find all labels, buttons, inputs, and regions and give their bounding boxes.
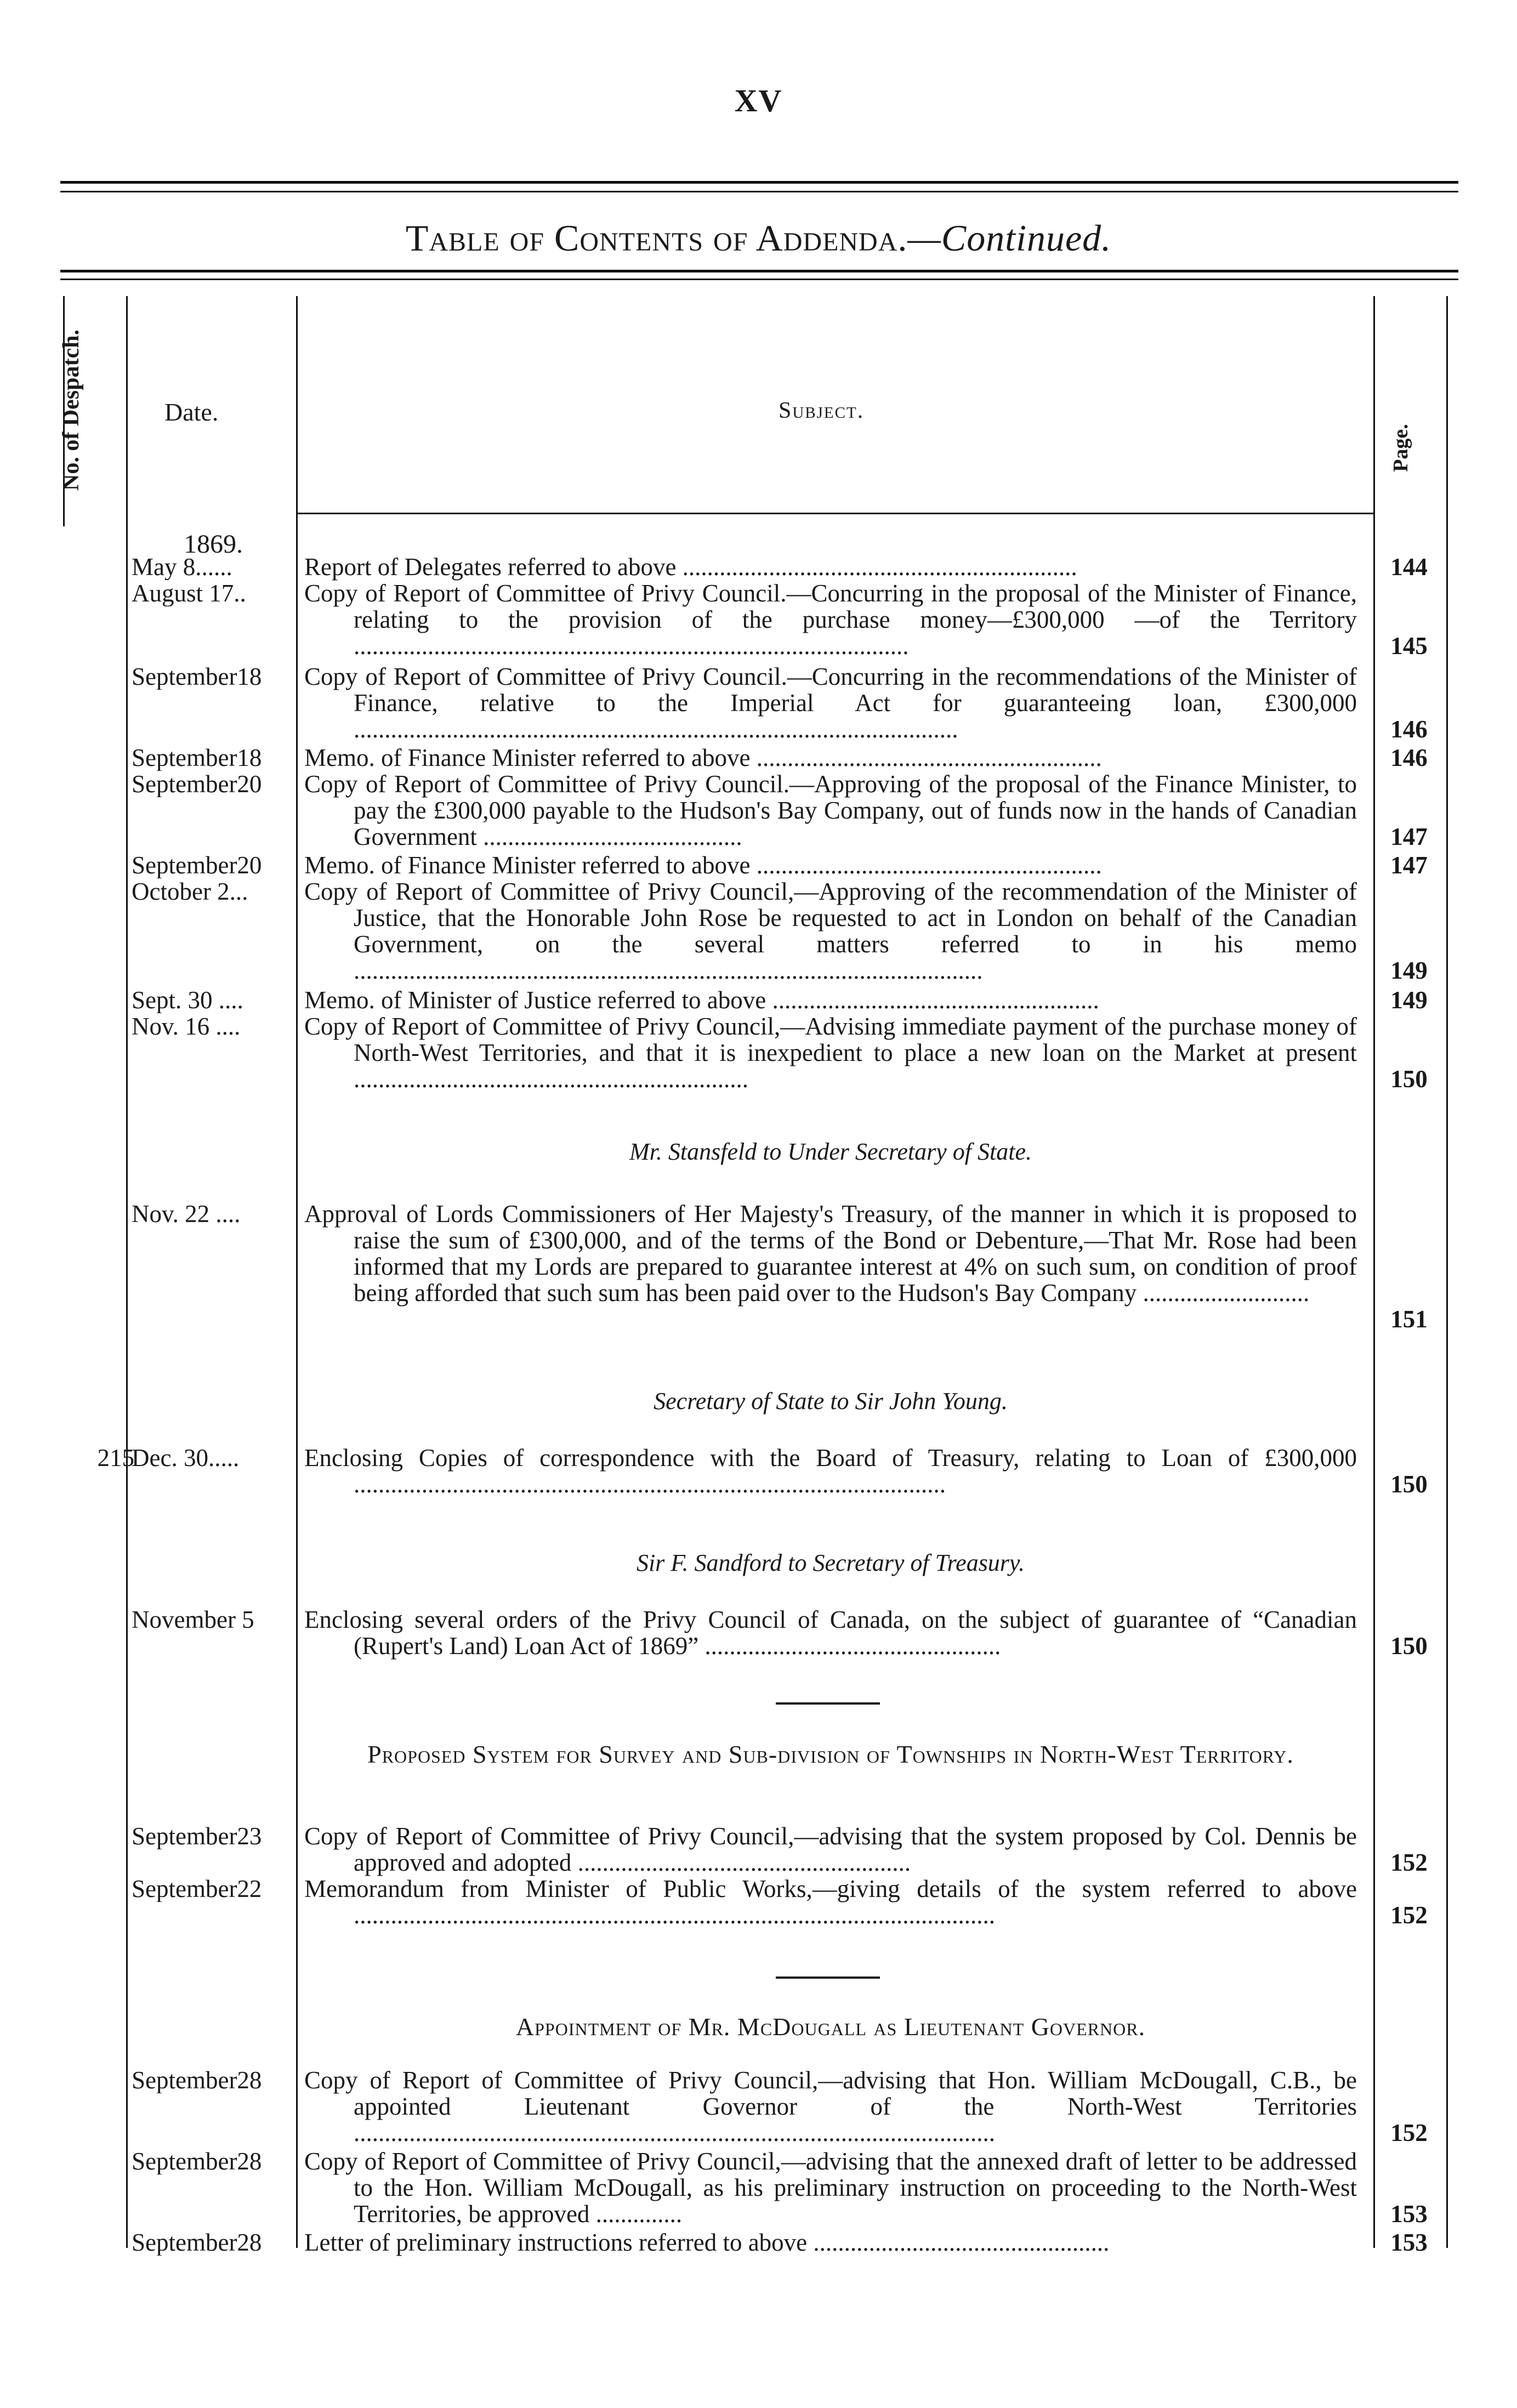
row-date: May 8...... [132, 554, 232, 580]
row-date: September20 [132, 771, 262, 797]
row-subject: Copy of Report of Committee of Privy Council,—advising that the system proposed by Col. Dennis be approved and adopted ...................................................... [304, 1822, 1357, 1876]
row-date: September18 [132, 745, 262, 771]
header-page: Page. [1389, 424, 1412, 472]
table-top-rule-2 [60, 279, 1458, 280]
table-top-rule [60, 270, 1458, 272]
row-page: 147 [1390, 823, 1428, 850]
header-bottom-rule [296, 513, 1373, 514]
year-label: 1869. [184, 530, 243, 559]
top-rule-2 [60, 191, 1458, 192]
row-date: October 2... [132, 878, 248, 905]
row-subject: Letter of preliminary instructions referred to above ................................................ [304, 2229, 1110, 2256]
row-subject: Copy of Report of Committee of Privy Council.—Concurring in the proposal of the Minister of Finance, relating to the provision of the purchase money—£300,000 —of the Territory .......................................................................................... [304, 580, 1357, 660]
section-heading-sandford: Sir F. Sandford to Secretary of Treasury. [636, 1549, 1025, 1576]
section-heading-survey: Proposed System for Survey and Sub-division of Townships in North-West Territory. [367, 1740, 1294, 1768]
row-date: August 17.. [132, 580, 246, 606]
despatch-number: 215 [97, 1444, 134, 1472]
row-page: 150 [1390, 1065, 1428, 1093]
page-title [0, 217, 1517, 260]
top-rule-1 [60, 181, 1458, 184]
right-edge-rule [1446, 296, 1448, 2248]
row-date: Nov. 22 .... [132, 1201, 241, 1227]
row-subject: Memo. of Finance Minister referred to above ........................................................ [304, 851, 1102, 879]
section-divider [776, 1977, 880, 1979]
row-page: 149 [1390, 957, 1428, 984]
row-page: 146 [1390, 715, 1428, 743]
row-page: 152 [1390, 2119, 1428, 2146]
title-continued: —Continued. [907, 217, 1112, 259]
row-subject: Copy of Report of Committee of Privy Council,—advising that Hon. William McDougall, C.B., be appointed Lieutenant Governor of the North-West Territories ........................................................................................................ [304, 2066, 1357, 2146]
date-column-rule [296, 296, 298, 2248]
row-subject: Report of Delegates referred to above ................................................................ [304, 553, 1077, 581]
row-page: 153 [1390, 2200, 1428, 2228]
section-heading-mcdougall: Appointment of Mr. McDougall as Lieutenant Governor. [515, 2013, 1146, 2041]
row-date: September28 [132, 2229, 262, 2256]
row-subject: Approval of Lords Commissioners of Her Majesty's Treasury, of the manner in which it is proposed to raise the sum of £300,000, and of the terms of the Bond or Debenture,—That Mr. Rose had been informed that my Lords are prepared to guarantee interest at 4% on such sum, on condition of proof being afforded that such sum has been paid over to the Hudson's Bay Company ........................... [304, 1200, 1357, 1307]
row-page: 150 [1390, 1632, 1428, 1660]
despatch-column-rule [126, 296, 128, 2248]
header-despatch: No. of Despatch. [59, 330, 84, 491]
row-subject: Copy of Report of Committee of Privy Council.—Approving of the proposal of the Finance Minister, to pay the £300,000 payable to the Hudson's Bay Company, out of funds now in the hands of Canadian Government .......................................... [304, 770, 1357, 850]
title-main: Table of Contents of Addenda. [405, 217, 908, 259]
row-page: 149 [1390, 986, 1428, 1014]
row-page: 150 [1390, 1470, 1428, 1498]
row-page: 147 [1390, 851, 1428, 879]
header-date: Date. [164, 398, 219, 426]
row-subject: Memorandum from Minister of Public Works,—giving details of the system referred to above ........................................................................................................ [304, 1875, 1357, 1929]
row-page: 153 [1390, 2229, 1428, 2256]
row-page: 152 [1390, 1901, 1428, 1929]
row-date: September23 [132, 1823, 262, 1849]
row-date: September22 [132, 1876, 262, 1902]
row-subject: Copy of Report of Committee of Privy Council,—Approving of the recommendation of the Minister of Justice, that the Honorable John Rose be requested to act in London on behalf of the Canadian Government, on the several matters referred to in his memo ...................................................................................................... [304, 878, 1357, 984]
row-date: Dec. 30..... [132, 1445, 240, 1471]
row-date: September28 [132, 2148, 262, 2174]
row-subject: Copy of Report of Committee of Privy Council,—advising that the annexed draft of letter to be addressed to the Hon. William McDougall, as his preliminary instruction on proceeding to the North-West Territories, be approved .............. [304, 2148, 1357, 2228]
row-subject: Copy of Report of Committee of Privy Council,—Advising immediate payment of the purchase money of North-West Territories, and that it is inexpedient to place a new loan on the Market at present ................................................................ [304, 1013, 1357, 1093]
row-page: 144 [1390, 553, 1428, 581]
row-date: November 5 [132, 1606, 254, 1633]
section-heading-stansfeld: Mr. Stansfeld to Under Secretary of State. [629, 1138, 1032, 1165]
row-page: 145 [1390, 632, 1428, 660]
page-number: XV [734, 83, 783, 118]
page-column-rule [1373, 296, 1375, 2248]
row-date: Nov. 16 .... [132, 1013, 241, 1040]
section-heading-young: Secretary of State to Sir John Young. [654, 1388, 1008, 1415]
row-page: 151 [1390, 1305, 1428, 1333]
row-subject: Enclosing Copies of correspondence with the Board of Treasury, relating to Loan of £300,000 ................................................................................................ [304, 1444, 1357, 1498]
row-page: 152 [1390, 1849, 1428, 1876]
row-date: Sept. 30 .... [132, 987, 243, 1013]
section-divider [776, 1702, 880, 1705]
row-date: September20 [132, 852, 262, 878]
row-subject: Enclosing several orders of the Privy Council of Canada, on the subject of guarantee of “Canadian (Rupert's Land) Loan Act of 1869” ................................................ [304, 1606, 1357, 1660]
row-page: 146 [1390, 744, 1428, 771]
row-subject: Copy of Report of Committee of Privy Council.—Concurring in the recommendations of the Minister of Finance, relative to the Imperial Act for guaranteeing loan, £300,000 .................................................................................................. [304, 663, 1357, 743]
row-subject: Memo. of Minister of Justice referred to above ..................................................... [304, 986, 1099, 1014]
row-date: September28 [132, 2067, 262, 2093]
row-date: September18 [132, 663, 262, 690]
header-subject: Subject. [779, 398, 865, 423]
row-subject: Memo. of Finance Minister referred to above ........................................................ [304, 744, 1102, 771]
